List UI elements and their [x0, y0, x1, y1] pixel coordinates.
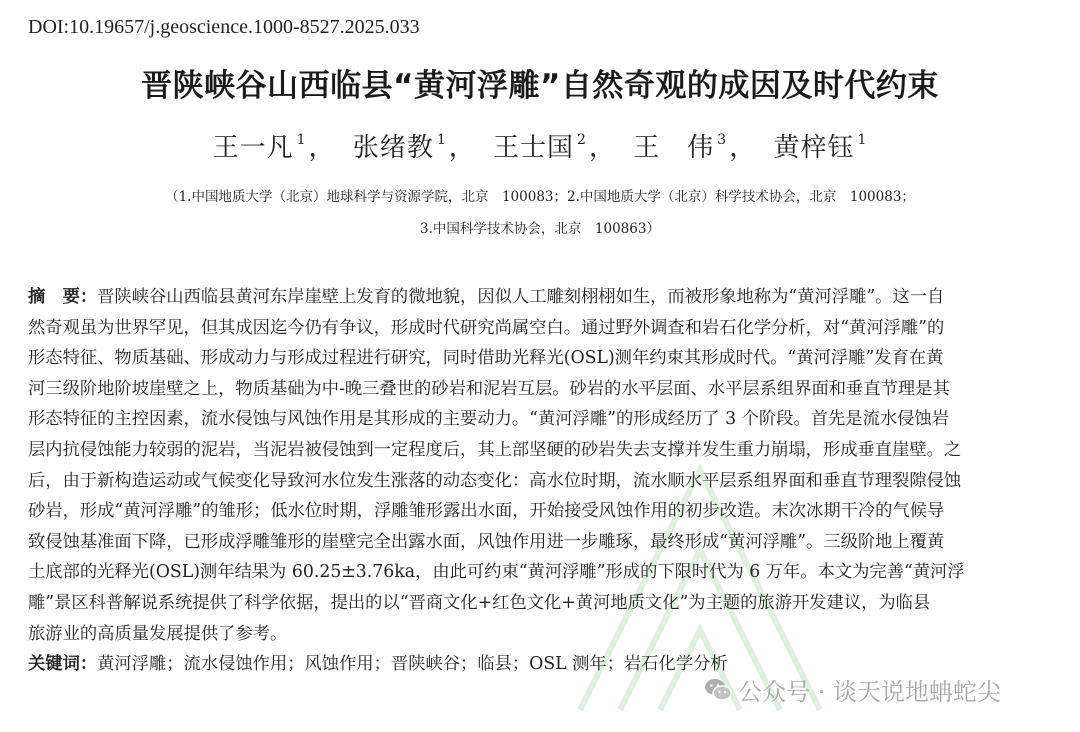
- abstract-line: 然奇观虽为世界罕见，但其成因迄今仍有争议，形成时代研究尚属空白。通过野外调查和岩石化学分析，对“黄河浮雕”的: [28, 317, 945, 338]
- author-separator: ，: [588, 133, 616, 163]
- author-separator: ，: [308, 133, 336, 163]
- abstract-line: [28, 282, 1052, 313]
- paper-title: 晋陕峡谷山西临县“黄河浮雕”自然奇观的成因及时代约束: [141, 68, 939, 104]
- abstract-line: 砂岩，形成“黄河浮雕”的雏形；低水位时期，浮雕雏形露出水面，开始接受风蚀作用的初步改造。末次冰期干冷的气候导: [28, 501, 945, 522]
- abstract-line: 形态特征、物质基础、形成动力与形成过程进行研究，同时借助光释光(OSL)测年约束其形成时代。“黄河浮雕”发育在黄: [28, 348, 944, 369]
- abstract-label: 摘 要：: [28, 287, 98, 307]
- author-affiliation-mark: 1: [857, 132, 868, 148]
- author-separator: ，: [729, 133, 757, 163]
- author: [493, 133, 624, 163]
- author: [773, 133, 867, 163]
- doi: DOI:10.19657/j.geoscience.1000-8527.2025.033: [28, 16, 420, 38]
- abstract-line: 河三级阶地阶坡崖壁之上，物质基础为中-晚三叠世的砂岩和泥岩互层。砂岩的水平层面、水平层系组界面和垂直节理是其: [28, 378, 950, 399]
- author-name: 黄梓钰: [773, 133, 855, 163]
- keywords-label: 关键词：: [28, 654, 98, 675]
- abstract-text: 晋陕峡谷山西临县黄河东岸崖壁上发育的微地貌，因似人工雕刻栩栩如生，而被形象地称为“黄河浮雕”。这一自: [97, 287, 945, 307]
- author: [353, 133, 484, 163]
- keywords-text: 黄河浮雕；流水侵蚀作用；风蚀作用；晋陕峡谷；临县；OSL 测年；岩石化学分析: [97, 654, 728, 675]
- abstract-line: 层内抗侵蚀能力较弱的泥岩，当泥岩被侵蚀到一定程度后，其上部坚硬的砂岩失去支撑并发生重力崩塌，形成垂直崖壁。之: [28, 439, 962, 460]
- author: [213, 133, 344, 163]
- author-list: [0, 127, 1080, 164]
- author-separator: ，: [448, 133, 476, 163]
- abstract-line: 旅游业的高质量发展提供了参考。: [28, 623, 288, 644]
- watermark-text: 公众号 · 谈天说地蚺蛇尖: [738, 678, 1001, 706]
- abstract-line: 后，由于新构造运动或气候变化导致河水位发生涨落的动态变化：高水位时期，流水顺水平层系组界面和垂直节理裂隙侵蚀: [28, 470, 962, 491]
- abstract-line: 形态特征的主控因素，流水侵蚀与风蚀作用是其形成的主要动力。“黄河浮雕”的形成经历了 3 个阶段。首先是流水侵蚀岩: [28, 409, 949, 430]
- abstract-line: 土底部的光释光(OSL)测年结果为 60.25±3.76ka，由此可约束“黄河浮雕”形成的下限时代为 6 万年。本文为完善“黄河浮: [28, 562, 965, 583]
- author: [633, 133, 764, 163]
- affiliation-line-2: 3.中国科学技术协会，北京 100863）: [420, 221, 660, 237]
- abstract: [28, 282, 1052, 680]
- wechat-icon: [704, 677, 732, 703]
- author-name: 王一凡: [212, 133, 294, 163]
- abstract-line: 雕”景区科普解说系统提供了科学依据，提出的以“晋商文化+红色文化+黄河地质文化”为主题的旅游开发建议，为临县: [28, 592, 931, 613]
- author-affiliation-mark: 1: [296, 132, 307, 148]
- author-affiliation-mark: 3: [717, 132, 728, 148]
- author-name: 王 伟: [633, 133, 715, 163]
- affiliation-line-1: （1.中国地质大学（北京）地球科学与资源学院，北京 100083；2.中国地质大学（北京）科学技术协会，北京 100083；: [165, 189, 915, 205]
- author-affiliation-mark: 1: [436, 132, 447, 148]
- abstract-line: 致侵蚀基准面下降，已形成浮雕雏形的崖壁完全出露水面，风蚀作用进一步雕琢，最终形成“黄河浮雕”。三级阶地上覆黄: [28, 531, 945, 552]
- author-name: 张绪教: [352, 133, 434, 163]
- author-affiliation-mark: 2: [577, 132, 587, 148]
- watermark: [704, 672, 1001, 707]
- author-name: 王士国: [493, 133, 575, 163]
